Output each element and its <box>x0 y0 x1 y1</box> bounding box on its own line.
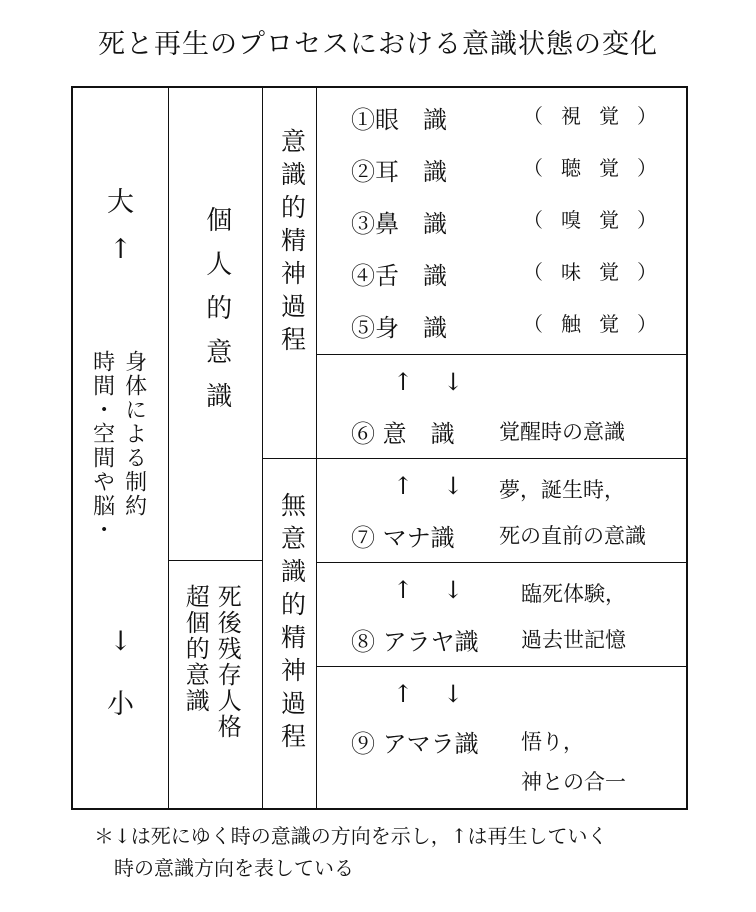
sense-meaning: （視覚） <box>523 104 675 128</box>
sense-row-2 <box>351 152 675 187</box>
sense-label: ③鼻 識 <box>351 210 447 238</box>
row-divider-1 <box>316 354 686 355</box>
level-6-note: 覚醒時の意識 <box>499 420 625 444</box>
sense-label: ①眼 識 <box>351 106 447 134</box>
col2-divider <box>168 560 262 561</box>
sense-meaning: （聴覚） <box>523 156 675 180</box>
row-divider-4 <box>316 666 686 667</box>
surviving-personality-label: 死後残存人格 <box>213 584 242 740</box>
constraint-text-b: 時間・空間や脳・ <box>89 350 115 542</box>
sense-row-3 <box>351 204 675 239</box>
level-9-note-1: 悟り， <box>521 730 584 754</box>
level-6-label: ⑥ 意 識 <box>351 420 455 448</box>
level-7-label: ⑦ マナ識 <box>351 524 455 552</box>
level-9-note-2: 神との合一 <box>521 770 626 794</box>
consciousness-table <box>71 86 688 810</box>
column-divider-1 <box>168 88 169 808</box>
level-7-note-2: 死の直前の意識 <box>499 524 646 548</box>
sense-label: ⑤身 識 <box>351 314 447 342</box>
personal-consciousness-label: 個人的意識 <box>201 206 232 426</box>
unconscious-process-label: 無意識的精神過程 <box>277 492 307 756</box>
level-7-note-1: 夢，誕生時， <box>499 478 625 502</box>
sense-meaning: （触覚） <box>523 312 675 336</box>
sense-meaning: （味覚） <box>523 260 675 284</box>
scale-up-arrow: ↑ <box>109 234 132 265</box>
level-9-label: ⑨ アマラ識 <box>351 730 479 758</box>
sense-row-5 <box>351 308 675 343</box>
footnote <box>94 820 754 884</box>
transpersonal-label: 超個的意識 <box>181 584 210 714</box>
level-8-note-2: 過去世記憶 <box>521 628 626 652</box>
direction-arrows-9: ↑↓ <box>393 680 494 708</box>
column-divider-3 <box>316 88 317 808</box>
level-8-label: ⑧ アラヤ識 <box>351 628 479 656</box>
footnote-line-1: ＊↓は死にゆく時の意識の方向を示し，↑は再生していく <box>94 824 608 848</box>
sense-meaning: （嗅覚） <box>523 208 675 232</box>
direction-arrows-7: ↑↓ <box>393 472 494 500</box>
direction-arrows-8: ↑↓ <box>393 576 494 604</box>
scale-down-arrow: ↓ <box>109 626 132 657</box>
conscious-process-label: 意識的精神過程 <box>277 128 307 359</box>
row-divider-2 <box>262 458 686 459</box>
sense-row-4 <box>351 256 675 291</box>
page-title: 死と再生のプロセスにおける意識状態の変化 <box>98 29 658 60</box>
scale-big: 大 <box>107 187 134 218</box>
level-8-note-1: 臨死体験， <box>521 582 626 606</box>
sense-row-1 <box>351 100 675 135</box>
footnote-line-2: 時の意識方向を表している <box>114 856 354 880</box>
direction-arrows-6: ↑↓ <box>393 368 494 396</box>
scale-small: 小 <box>107 689 134 720</box>
constraint-text-a: 身体による制約 <box>121 350 147 518</box>
sense-label: ④舌 識 <box>351 262 447 290</box>
sense-label: ②耳 識 <box>351 158 447 186</box>
row-divider-3 <box>316 562 686 563</box>
column-divider-2 <box>262 88 263 808</box>
